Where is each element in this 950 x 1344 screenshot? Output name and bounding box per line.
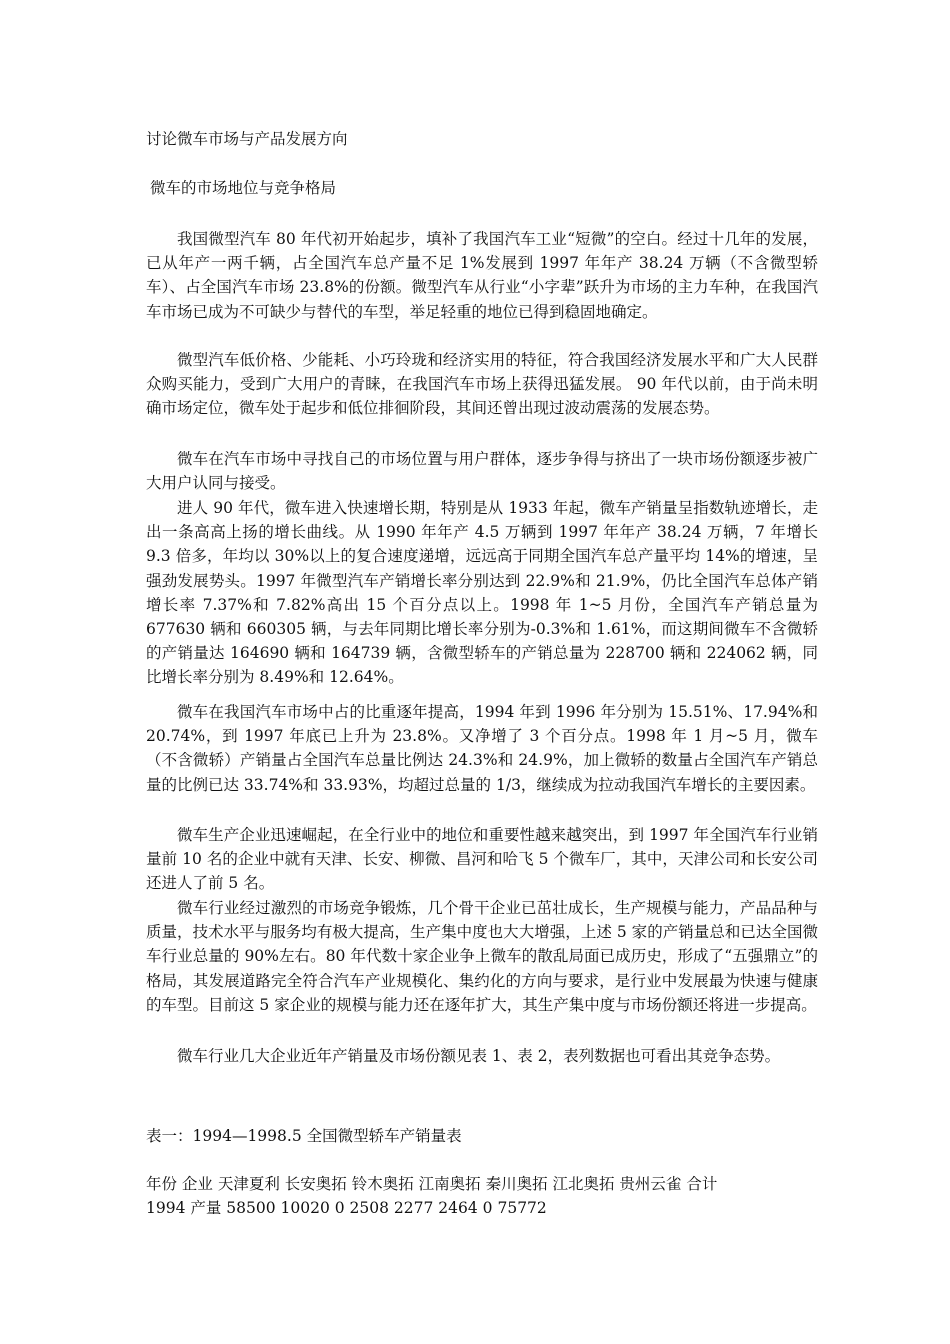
document-title: 讨论微车市场与产品发展方向 <box>146 130 348 148</box>
section-heading: 微车的市场地位与竞争格局 <box>150 179 337 197</box>
table-caption: 表一：1994—1998.5 全国微型轿车产销量表 <box>146 1127 462 1145</box>
paragraph: 微车行业几大企业近年产销量及市场份额见表 1、表 2，表列数据也可看出其竞争态势。 <box>177 1047 781 1065</box>
table-header-row: 年份 企业 天津夏利 长安奥拓 铃木奥拓 江南奥拓 秦川奥拓 江北奥拓 贵州云雀 合计 <box>146 1175 718 1193</box>
paragraph: 微车行业经过激烈的市场竞争锻炼，几个骨干企业已茁壮成长，生产规模与能力，产品品种与质量，技术水平与服务均有极大提高，生产集中度也大大增强，上述 5 家的产销量总和已达全国微车行业总量的 90%左右。80 年代数十家企业争上微车的散乱局面已成历史，形成了“五强鼎立”的格局，其发展道路完全符合汽车产业规模化、集约化的方向与要求，是行业中发展最为快速与健康的车型。目前这 5 家企业的规模与能力还在逐年扩大，其生产集中度与市场份额还将进一步提高。 <box>146 899 818 1014</box>
table-row: 1994 产量 58500 10020 0 2508 2277 2464 0 75772 <box>146 1199 547 1217</box>
paragraph: 我国微型汽车 80 年代初开始起步，填补了我国汽车工业“短微”的空白。经过十几年的发展，已从年产一两千辆，占全国汽车总产量不足 1%发展到 1997 年年产 38.24 万辆（不含微型轿车）、占全国汽车市场 23.8%的份额。微型汽车从行业“小字辈”跃升为市场的主力车种，在我国汽车市场已成为不可缺少与替代的车型，举足轻重的地位已得到稳固地确定。 <box>146 230 818 321</box>
paragraph: 微车在汽车市场中寻找自己的市场位置与用户群体，逐步争得与挤出了一块市场份额逐步被广大用户认同与接受。 <box>146 450 818 493</box>
paragraph: 进人 90 年代，微车进入快速增长期，特别是从 1933 年起，微车产销量呈指数轨迹增长，走出一条高高上扬的增长曲线。从 1990 年年产 4.5 万辆到 1997 年年产 38.24 万辆，7 年增长 9.3 倍多，年均以 30%以上的复合速度递增，远远高于同期全国汽车总产量平均 14%的增速，呈强劲发展势头。1997 年微型汽车产销增长率分别达到 22.9%和 21.9%，仍比全国汽车总体产销增长率 7.37%和 7.82%高出 15 个百分点以上。1998 年 1~5 月份，全国汽车产销总量为 677630 辆和 660305 辆，与去年同期比增长率分别为-0.3%和 1.61%，而这期间微车不含微轿的产销量达 164690 辆和 164739 辆，含微型轿车的产销总量为 228700 辆和 224062 辆，同比增长率分别为 8.49%和 12.64%。 <box>146 499 818 687</box>
paragraph: 微车在我国汽车市场中占的比重逐年提高，1994 年到 1996 年分别为 15.51%、17.94%和 20.74%，到 1997 年底已上升为 23.8%。又净增了 3 个百分点。1998 年 1 月~5 月，微车（不含微轿）产销量占全国汽车总量比例达 24.3%和 24.9%，加上微轿的数量占全国汽车产销总量的比例已达 33.74%和 33.93%，均超过总量的 1/3，继续成为拉动我国汽车增长的主要因素。 <box>146 703 818 794</box>
paragraph: 微车生产企业迅速崛起，在全行业中的地位和重要性越来越突出，到 1997 年全国汽车行业销量前 10 名的企业中就有天津、长安、柳微、昌河和哈飞 5 个微车厂，其中，天津公司和长安公司还进人了前 5 名。 <box>146 826 818 893</box>
paragraph: 微型汽车低价格、少能耗、小巧玲珑和经济实用的特征，符合我国经济发展水平和广大人民群众购买能力，受到广大用户的青睐，在我国汽车市场上获得迅猛发展。 90 年代以前，由于尚未明确市场定位，微车处于起步和低位排徊阶段，其间还曾出现过波动震荡的发展态势。 <box>146 351 818 418</box>
